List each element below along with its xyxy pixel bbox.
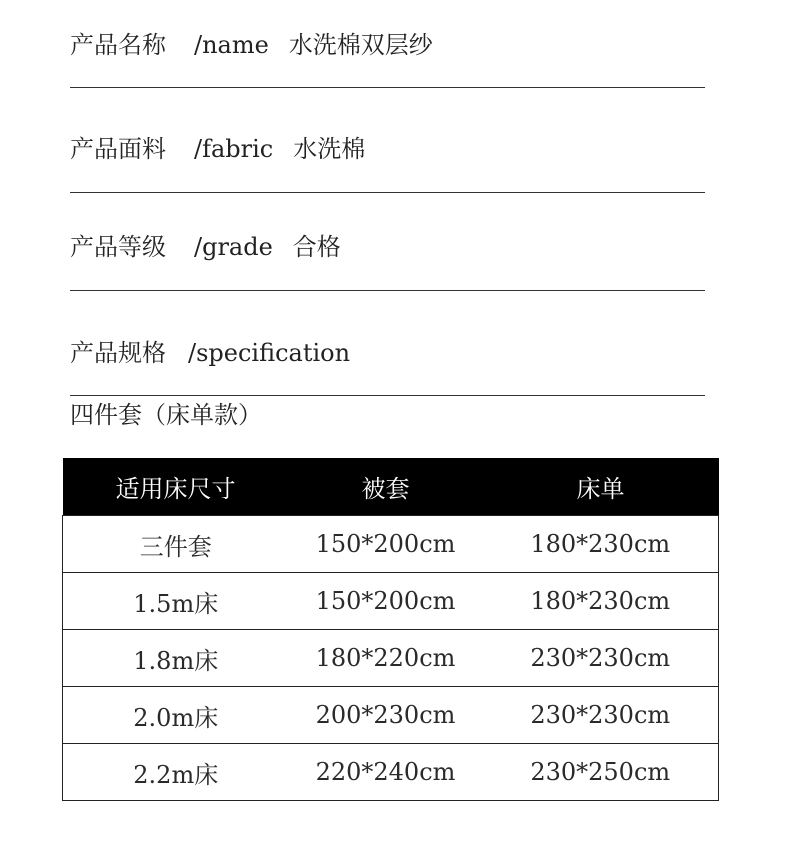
spec-row-specification <box>70 338 705 396</box>
header-bed-sheet: 床单 <box>483 458 719 516</box>
spec-row-fabric <box>70 134 705 193</box>
table-cell: 180*230cm <box>483 573 719 630</box>
table-cell: 三件套 <box>63 516 289 573</box>
table-row <box>63 744 719 801</box>
spec-value: 水洗棉 <box>293 135 366 163</box>
table-row <box>63 630 719 687</box>
table-header-row <box>63 458 719 516</box>
size-table <box>62 458 719 801</box>
spec-value: 水洗棉双层纱 <box>288 31 433 59</box>
table-cell: 180*230cm <box>483 516 719 573</box>
table-cell: 230*230cm <box>483 687 719 744</box>
table-cell: 2.0m床 <box>63 687 289 744</box>
table-row <box>63 516 719 573</box>
table-cell: 180*220cm <box>289 630 483 687</box>
spec-row-grade <box>70 232 705 291</box>
table-cell: 1.8m床 <box>63 630 289 687</box>
header-bed-size: 适用床尺寸 <box>63 458 289 516</box>
table-cell: 150*200cm <box>289 516 483 573</box>
table-cell: 2.2m床 <box>63 744 289 801</box>
spec-label: 产品面料 <box>70 135 166 163</box>
table-cell: 200*230cm <box>289 687 483 744</box>
table-cell: 220*240cm <box>289 744 483 801</box>
header-duvet-cover: 被套 <box>289 458 483 516</box>
table-cell: 1.5m床 <box>63 573 289 630</box>
spec-english-label: /specification <box>188 339 351 367</box>
spec-label: 产品等级 <box>70 233 166 261</box>
spec-label: 产品名称 <box>70 31 166 59</box>
table-row <box>63 687 719 744</box>
spec-row-name <box>70 30 705 88</box>
section-title: 四件套（床单款） <box>70 401 262 429</box>
spec-english-label: /grade <box>194 233 273 261</box>
spec-label: 产品规格 <box>70 339 166 367</box>
table-cell: 230*230cm <box>483 630 719 687</box>
table-cell: 230*250cm <box>483 744 719 801</box>
table-row <box>63 573 719 630</box>
table-cell: 150*200cm <box>289 573 483 630</box>
spec-value: 合格 <box>292 233 341 261</box>
spec-english-label: /fabric <box>194 135 274 163</box>
spec-english-label: /name <box>194 31 269 59</box>
